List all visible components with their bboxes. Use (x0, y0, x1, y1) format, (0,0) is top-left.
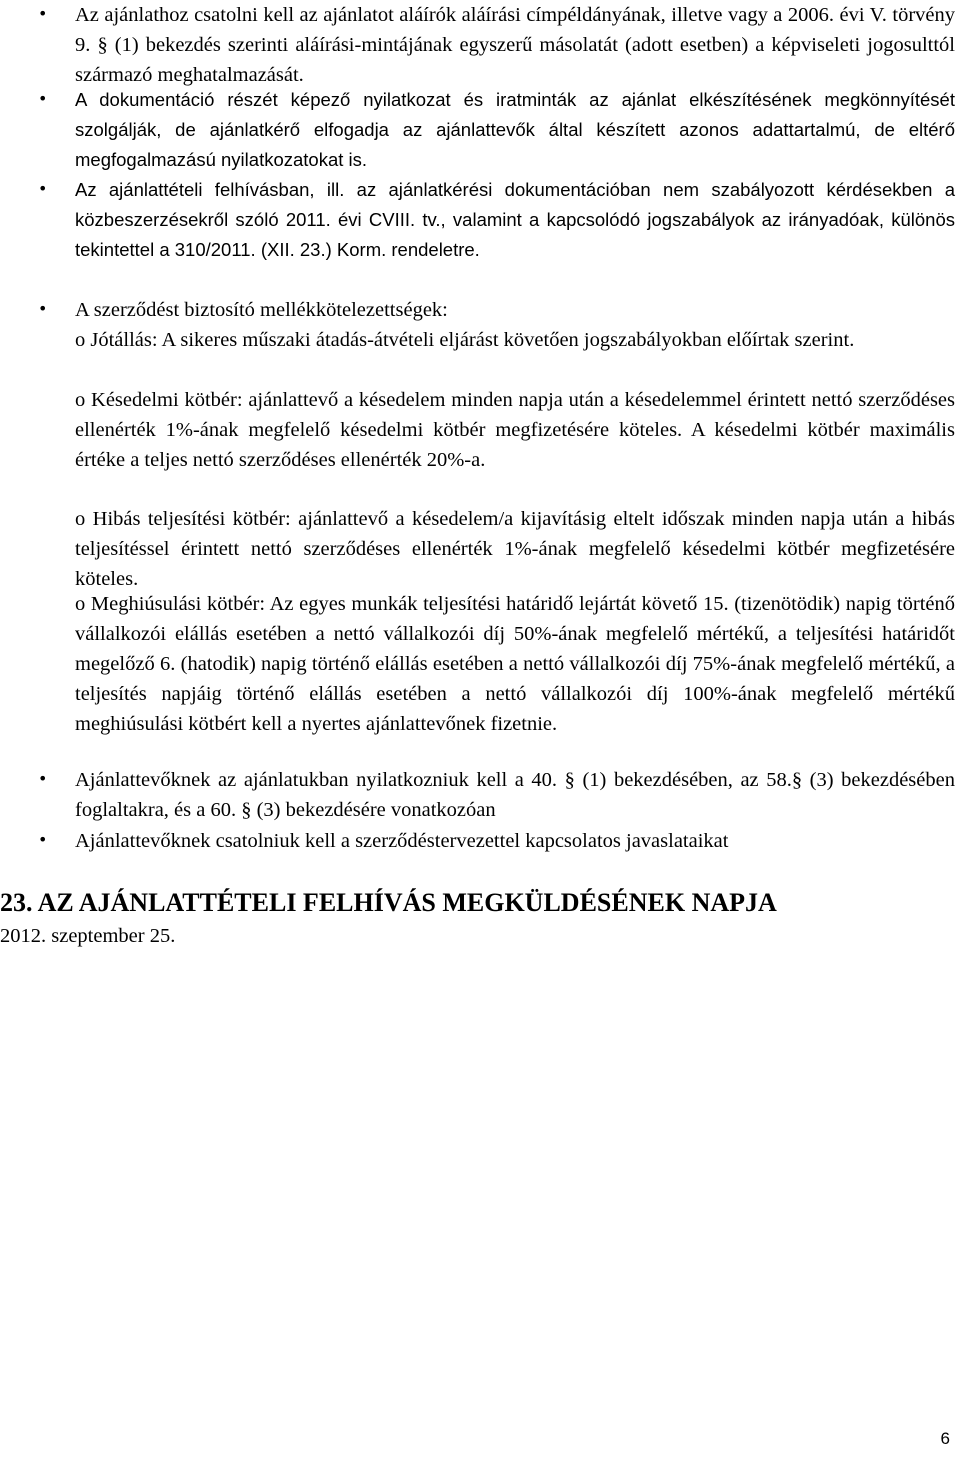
page-number: 6 (940, 1429, 950, 1448)
bullet-icon: • (38, 299, 48, 318)
list-item-contract-suggestions: Ajánlattevőknek csatolniuk kell a szerződéstervezettel kapcsolatos javaslataikat (75, 830, 729, 852)
bullet-icon: • (38, 830, 48, 849)
list-item-documentation-templates: A dokumentáció részét képező nyilatkozat és iratminták az ajánlat elkészítésének megkönnyítését szolgálják, de ajánlatkérő elfogadja az ajánlattevők által készített azonos adattartalmú, de eltérő megfogalmazású nyilatkozatokat is. (75, 89, 955, 170)
sub-item-failure-penalty: o Meghiúsulási kötbér: Az egyes munkák teljesítési határidő lejártát követő 15. (tizenötödik) napig történő vállalkozói elállás esetében a nettó vállalkozói díj 50%-ának megfelelő mértékű, a teljesítési határidőt megelőző 6. (hatodik) napig történő elállás esetében a nettó vállalkozói díj 75%-ának megfelelő mértékű, a teljesítés napjáig történő elállás esetében a nettó vállalkozói díj 100%-ának megfelelő mértékű meghiúsulási kötbért kell a nyertes ajánlattevőnek fizetnie. (75, 593, 955, 735)
list-item-unregulated-questions: Az ajánlattételi felhívásban, ill. az ajánlatkérési dokumentációban nem szabályozott kérdésekben a közbeszerzésekről szóló 2011. évi CVIII. tv., valamint a kapcsolódó jogszabályok az irányadóak, különös tekintettel a 310/2011. (XII. 23.) Korm. rendeletre. (75, 179, 955, 260)
sub-item-warranty: o Jótállás: A sikeres műszaki átadás-átvételi eljárást követően jogszabályokban előírtak szerint. (75, 329, 855, 351)
section-date: 2012. szeptember 25. (0, 925, 176, 947)
sub-item-delay-penalty: o Késedelmi kötbér: ajánlattevő a késedelem minden napja után a késedelemmel érintett nettó szerződéses ellenérték 1%-ának megfelelő késedelmi kötbér megfizetésére köteles. A késedelmi kötbér maximális értéke a teljes nettó szerződéses ellenérték 20%-a. (75, 389, 955, 471)
bullet-icon: • (38, 179, 48, 198)
bullet-icon: • (38, 4, 48, 23)
list-item-contract-guarantees: A szerződést biztosító mellékkötelezettségek: (75, 299, 448, 321)
bullet-icon: • (38, 769, 48, 788)
section-heading: 23. AZ AJÁNLATTÉTELI FELHÍVÁS MEGKÜLDÉSÉNEK NAPJA (0, 888, 777, 917)
list-item-declarations: Ajánlattevőknek az ajánlatukban nyilatkozniuk kell a 40. § (1) bekezdésében, az 58.§ (3) bekezdésében foglaltakra, és a 60. § (3) bekezdésére vonatkozóan (75, 769, 955, 821)
bullet-icon: • (38, 89, 48, 108)
list-item-signature-copy: Az ajánlathoz csatolni kell az ajánlatot aláírók aláírási címpéldányának, illetve vagy a 2006. évi V. törvény 9. § (1) bekezdés szerinti aláírási-mintájának egyszerű másolatát (adott esetben) a képviseleti jogosulttól származó meghatalmazását. (75, 4, 955, 86)
sub-item-defective-performance-penalty: o Hibás teljesítési kötbér: ajánlattevő a késedelem/a kijavításig eltelt időszak minden napja után a hibás teljesítéssel érintett nettó szerződéses ellenérték 1%-ának megfelelő késedelmi kötbér megfizetésére köteles. (75, 508, 955, 590)
